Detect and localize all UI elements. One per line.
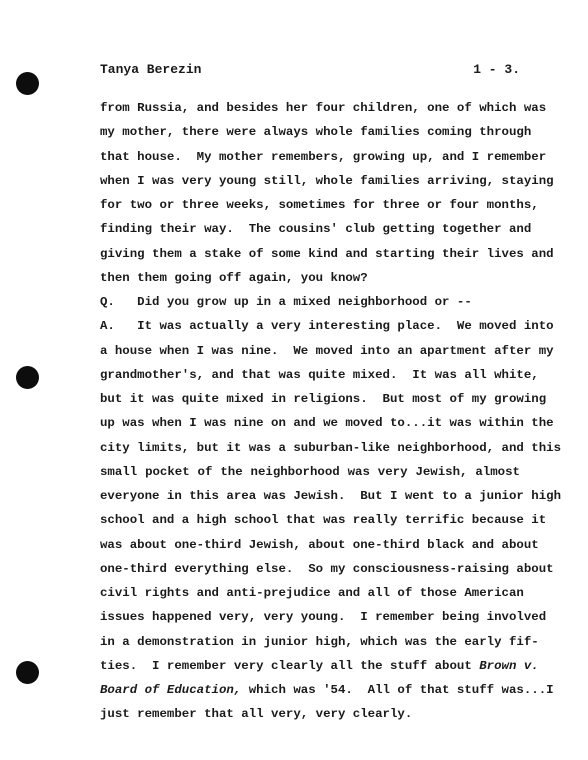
transcript-line: finding their way. The cousins' club getting together and (100, 222, 532, 237)
transcript-line: issues happened very, very young. I remember being involved (100, 610, 547, 625)
transcript-line: grandmother's, and that was quite mixed. It was all white, (100, 367, 539, 382)
transcript-line: from Russia, and besides her four children, one of which was (100, 101, 547, 115)
transcript-line (100, 678, 554, 702)
line-text: which was '54. All of that stuff was...I (241, 683, 554, 697)
interviewee-name: Tanya Berezin (100, 62, 202, 77)
page-header (100, 62, 520, 84)
binder-hole-top (16, 72, 39, 95)
question-line: Q. Did you grow up in a mixed neighborhood or -- (100, 295, 472, 309)
transcript-line: everyone in this area was Jewish. But I went to a junior high (100, 489, 562, 503)
transcript-line: in a demonstration in junior high, which was the early fif- (100, 634, 539, 649)
transcript-line: then them going off again, you know? (100, 270, 368, 285)
binder-hole-bottom (16, 661, 39, 684)
binder-hole-middle (16, 366, 39, 389)
transcript-line: city limits, but it was a suburban-like neighborhood, and this (100, 440, 562, 455)
transcript-line: up was when I was nine on and we moved to...it was within the (100, 416, 554, 431)
page-number: 1 - 3. (473, 62, 520, 77)
line-text: ties. I remember very clearly all the stuff about (100, 658, 480, 673)
transcript-line: just remember that all very, very clearly. (100, 707, 413, 722)
transcript-line: was about one-third Jewish, about one-third black and about (100, 537, 539, 552)
transcript-line (100, 654, 539, 678)
transcript-line: a house when I was nine. We moved into an apartment after my (100, 343, 554, 358)
case-citation: Brown v. (479, 658, 539, 673)
transcript-line: that house. My mother remembers, growing up, and I remember (100, 149, 547, 164)
transcript-line: small pocket of the neighborhood was very Jewish, almost (100, 464, 520, 479)
transcript-line: my mother, there were always whole families coming through (100, 125, 532, 140)
transcript-line: civil rights and anti-prejudice and all of those American (100, 586, 524, 600)
answer-line: A. It was actually a very interesting place. We moved into (100, 319, 554, 334)
transcript-line: school and a high school that was really terrific because it (100, 513, 547, 528)
transcript-line: one-third everything else. So my consciousness-raising about (100, 561, 554, 576)
transcript-line: but it was quite mixed in religions. But most of my growing (100, 392, 547, 406)
transcript-body (100, 96, 562, 727)
case-citation: Board of Education, (100, 683, 242, 697)
transcript-line: giving them a stake of some kind and starting their lives and (100, 246, 554, 261)
transcript-line: for two or three weeks, sometimes for three or four months, (100, 198, 539, 212)
transcript-line: when I was very young still, whole families arriving, staying (100, 173, 554, 188)
